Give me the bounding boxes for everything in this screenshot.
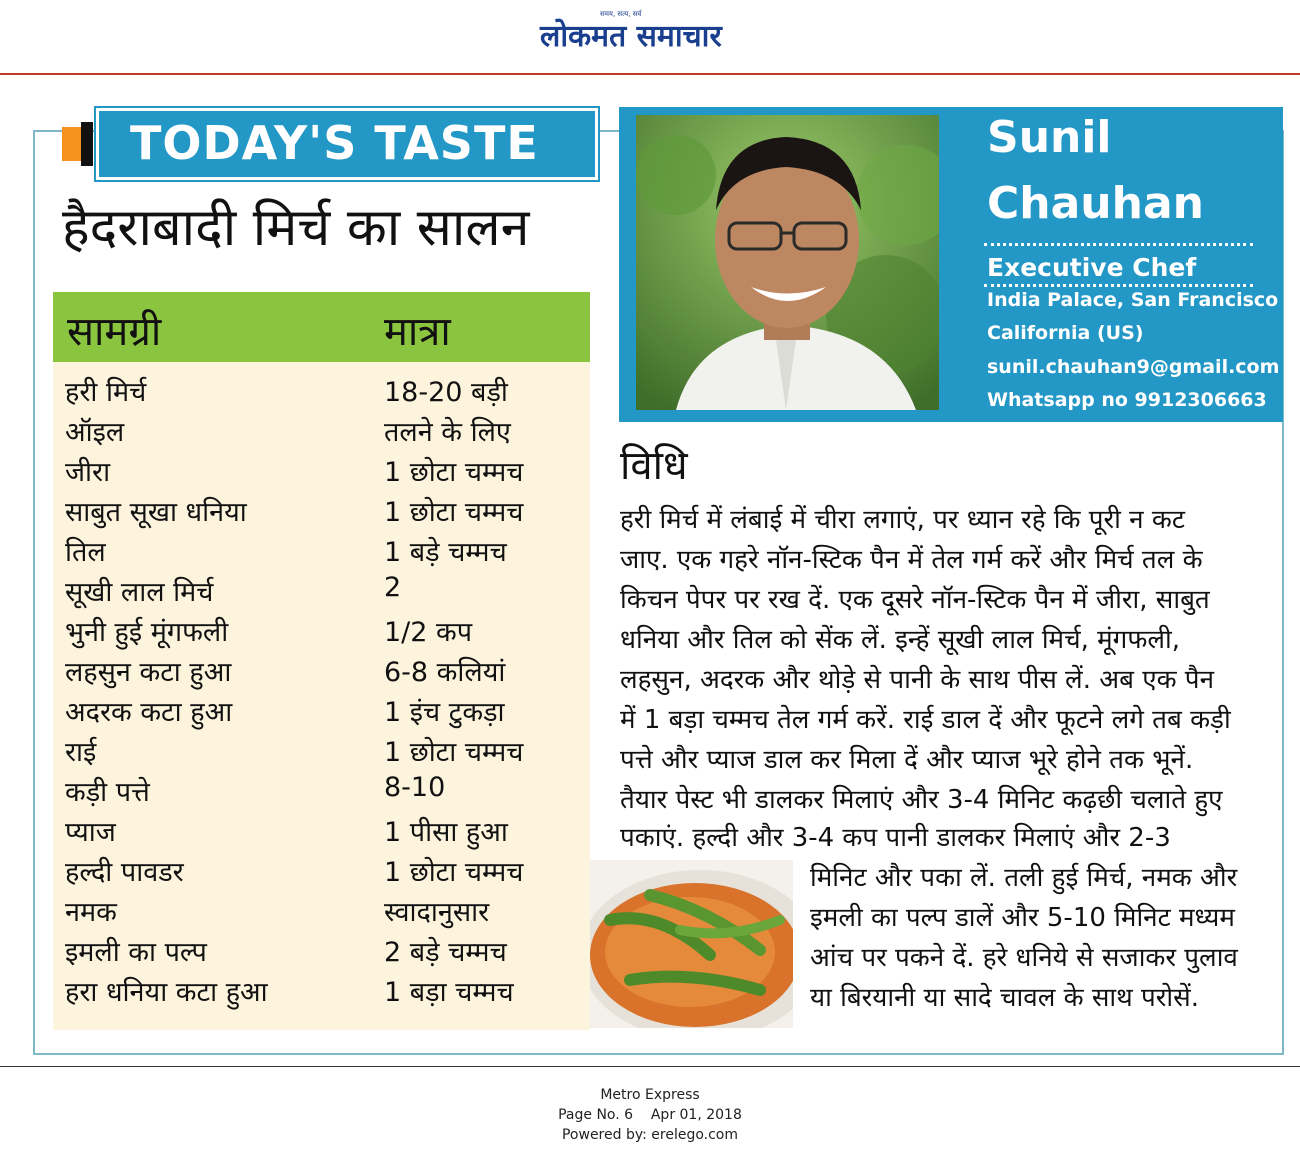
section-title: TODAY'S TASTE bbox=[130, 116, 539, 170]
ingredient-qty: 1 छोटा चम्मच bbox=[384, 857, 524, 888]
ingredient-qty: 1 बड़ा चम्मच bbox=[384, 977, 514, 1008]
table-row bbox=[53, 412, 590, 452]
newspaper-tagline: समय, सत्य, सर्व bbox=[600, 10, 642, 18]
chef-portrait-image bbox=[636, 115, 939, 410]
ingredient-name: तिल bbox=[65, 537, 106, 568]
table-row bbox=[53, 452, 590, 492]
chef-location: California (US) bbox=[987, 322, 1144, 344]
footer-powered-by: Powered by: erelego.com bbox=[561, 1127, 739, 1143]
ingredient-qty: 1 पीसा हुआ bbox=[384, 817, 508, 848]
ingredient-name: हल्दी पावडर bbox=[65, 857, 184, 888]
method-heading: विधि bbox=[620, 443, 688, 489]
ingredient-name: ऑइल bbox=[65, 417, 125, 448]
ingredient-name: हरा धनिया कटा हुआ bbox=[65, 977, 268, 1008]
table-row bbox=[53, 932, 590, 972]
method-line: इमली का पल्प डालें और 5-10 मिनिट मध्यम bbox=[810, 903, 1235, 933]
ingredient-qty: 2 bbox=[384, 572, 402, 603]
ingredients-col-name: सामग्री bbox=[67, 309, 162, 355]
table-row bbox=[53, 892, 590, 932]
method-line: लहसुन, अदरक और थोड़े से पानी के साथ पीस लें. अब एक पैन bbox=[620, 665, 1215, 695]
footer-page-info: Page No. 6 Apr 01, 2018 bbox=[558, 1107, 742, 1123]
dotted-divider bbox=[984, 243, 1253, 246]
masthead bbox=[0, 0, 1300, 74]
ingredient-name: इमली का पल्प bbox=[65, 937, 207, 968]
ingredient-qty: तलने के लिए bbox=[384, 417, 511, 448]
ingredient-qty: 2 बड़े चम्मच bbox=[384, 937, 507, 968]
dotted-divider bbox=[984, 284, 1253, 287]
ingredient-name: साबुत सूखा धनिया bbox=[65, 497, 247, 528]
method-line: आंच पर पकने दें. हरे धनिये से सजाकर पुलाव bbox=[810, 943, 1238, 973]
table-row bbox=[53, 852, 590, 892]
table-row bbox=[53, 612, 590, 652]
ingredient-name: अदरक कटा हुआ bbox=[65, 697, 233, 728]
ingredient-qty: 1/2 कप bbox=[384, 617, 473, 648]
ingredients-header bbox=[53, 292, 590, 362]
chef-photo bbox=[636, 115, 939, 410]
newspaper-logo: लोकमत समाचार bbox=[540, 19, 722, 54]
chef-email-link[interactable]: sunil.chauhan9@gmail.com bbox=[987, 356, 1280, 378]
ingredient-name: कड़ी पत्ते bbox=[65, 777, 150, 808]
method-line: हरी मिर्च में लंबाई में चीरा लगाएं, पर ध्यान रहे कि पूरी न कट bbox=[620, 505, 1185, 535]
chef-role: Executive Chef bbox=[987, 253, 1197, 282]
table-row bbox=[53, 692, 590, 732]
ingredient-qty: स्वादानुसार bbox=[384, 897, 490, 928]
table-row bbox=[53, 572, 590, 612]
dish-photo bbox=[590, 860, 793, 1028]
ingredient-name: राई bbox=[65, 737, 97, 768]
table-row bbox=[53, 812, 590, 852]
chef-restaurant: India Palace, San Francisco bbox=[987, 289, 1279, 311]
footer-divider bbox=[0, 1066, 1300, 1067]
method-line: पत्ते और प्याज डाल कर मिला दें और प्याज भूरे होने तक भूनें. bbox=[620, 745, 1194, 775]
method-line: जाए. एक गहरे नॉन-स्टिक पैन में तेल गर्म करें और मिर्च तल के bbox=[620, 545, 1203, 575]
method-line: किचन पेपर पर रख दें. एक दूसरे नॉन-स्टिक पैन में जीरा, साबुत bbox=[620, 585, 1210, 615]
ingredient-name: जीरा bbox=[65, 457, 111, 488]
black-bar-icon bbox=[81, 116, 93, 172]
ingredient-qty: 6-8 कलियां bbox=[384, 657, 506, 688]
ingredient-qty: 1 छोटा चम्मच bbox=[384, 737, 524, 768]
chef-whatsapp: Whatsapp no 9912306663 bbox=[987, 389, 1267, 411]
ingredient-name: सूखी लाल मिर्च bbox=[65, 577, 214, 608]
table-row bbox=[53, 652, 590, 692]
ingredient-qty: 1 इंच टुकड़ा bbox=[384, 697, 505, 728]
ingredient-name: हरी मिर्च bbox=[65, 377, 147, 408]
masthead-divider bbox=[0, 73, 1300, 75]
table-row bbox=[53, 492, 590, 532]
chef-last-name: Chauhan bbox=[987, 178, 1204, 229]
ingredients-col-qty: मात्रा bbox=[384, 309, 451, 355]
table-row bbox=[53, 732, 590, 772]
chef-first-name: Sunil bbox=[987, 112, 1112, 163]
ingredient-qty: 1 छोटा चम्मच bbox=[384, 497, 524, 528]
table-row bbox=[53, 772, 590, 812]
table-row bbox=[53, 372, 590, 412]
dish-image bbox=[590, 860, 793, 1028]
ingredient-qty: 1 छोटा चम्मच bbox=[384, 457, 524, 488]
method-line: तैयार पेस्ट भी डालकर मिलाएं और 3-4 मिनिट कढ़छी चलाते हुए bbox=[620, 785, 1223, 815]
table-row bbox=[53, 532, 590, 572]
ingredient-name: प्याज bbox=[65, 817, 116, 848]
method-line: या बिरयानी या सादे चावल के साथ परोसें. bbox=[810, 983, 1199, 1013]
footer-publication: Metro Express bbox=[600, 1087, 700, 1103]
ingredient-qty: 8-10 bbox=[384, 772, 446, 803]
table-row bbox=[53, 972, 590, 1012]
ingredient-name: नमक bbox=[65, 897, 117, 928]
method-line: मिनिट और पका लें. तली हुई मिर्च, नमक और bbox=[810, 863, 1238, 893]
method-line: में 1 बड़ा चम्मच तेल गर्म करें. राई डाल दें और फूटने लगे तब कड़ी bbox=[620, 705, 1231, 735]
method-line: धनिया और तिल को सेंक लें. इन्हें सूखी लाल मिर्च, मूंगफली, bbox=[620, 625, 1180, 655]
ingredient-name: लहसुन कटा हुआ bbox=[65, 657, 232, 688]
ingredient-qty: 18-20 बड़ी bbox=[384, 377, 508, 408]
method-line: पकाएं. हल्दी और 3-4 कप पानी डालकर मिलाएं और 2-3 bbox=[620, 823, 1171, 853]
ingredient-name: भुनी हुई मूंगफली bbox=[65, 617, 229, 648]
ingredient-qty: 1 बड़े चम्मच bbox=[384, 537, 507, 568]
dish-title: हैदराबादी मिर्च का सालन bbox=[62, 198, 530, 258]
